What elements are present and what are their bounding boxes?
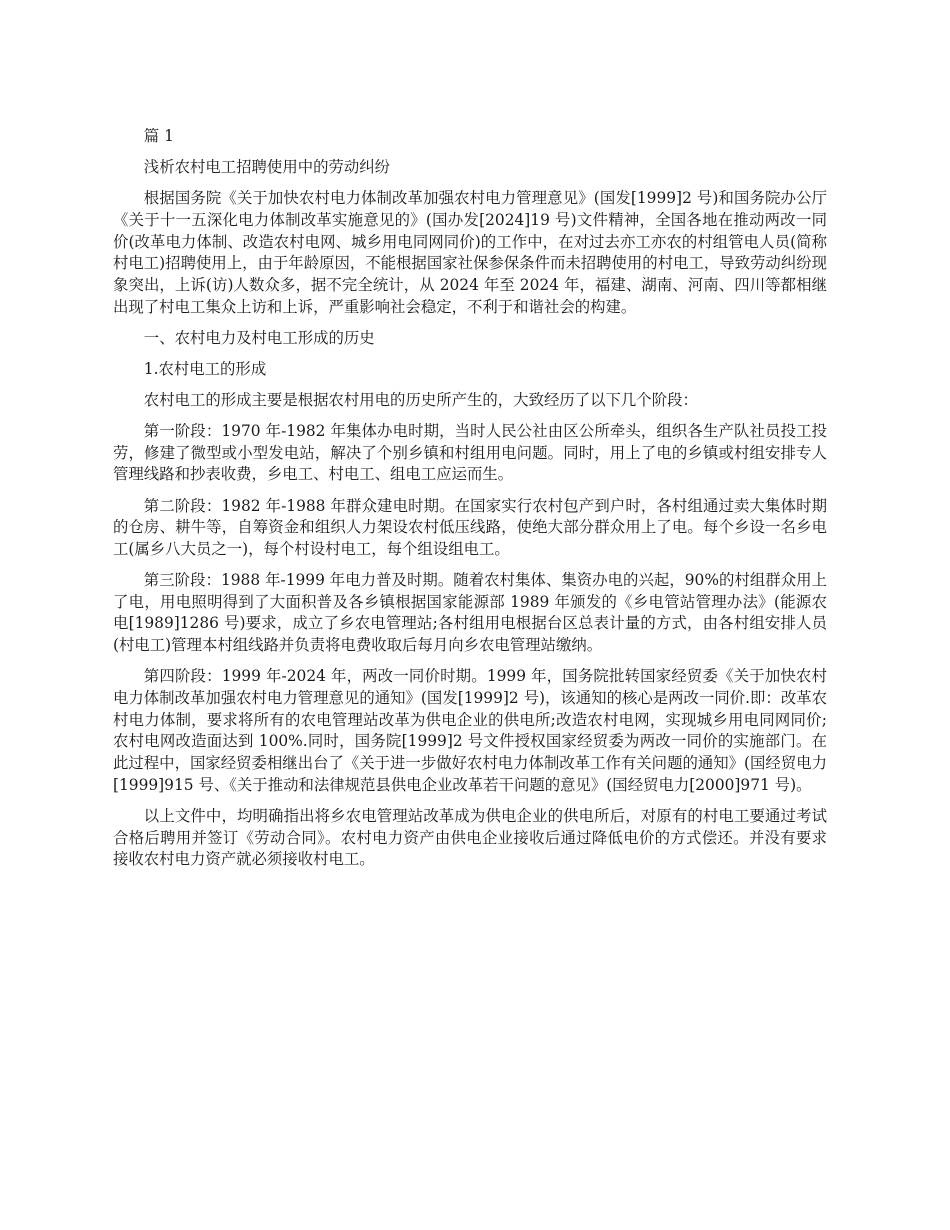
subsection-heading: 1.农村电工的形成 <box>143 359 267 378</box>
intro-paragraph: 根据国务院《关于加快农村电力体制改革加强农村电力管理意见》(国发[1999]2 号)和国务院办公厅《关于十一五深化电力体制改革实施意见的》(国办发[2024]19 号)文件精神，全国各地在推动两改一同价(改革电力体制、改造农村电网、城乡用电同网同价)的工作中，在对过去亦工亦农的村组管电人员(简称村电工)招聘使用上，由于年龄原因，不能根据国家社保参保条件而未招聘使用的村电工，导致劳动纠纷现象突出，上诉(访)人数众多，据不完全统计，从 2024 年至 2024 年，福建、湖南、河南、四川等都相继出现了村电工集众上访和上诉，严重影响社会稳定，不利于和谐社会的构建。 <box>113 189 827 316</box>
stage-three-paragraph: 第三阶段：1988 年-1999 年电力普及时期。随着农村集体、集资办电的兴起，90%的村组群众用上了电，用电照明得到了大面积普及各乡镇根据国家能源部 1989 年颁发的《乡电管站管理办法》(能源农电[1989]1286 号)要求，成立了乡农电管理站;各村组用电根据台区总表计量的方式，由各村组安排人员(村电工)管理本村组线路并负责将电费收取后每月向乡农电管理站缴纳。 <box>113 571 827 655</box>
document-title: 浅析农村电工招聘使用中的劳动纠纷 <box>143 158 391 177</box>
stage-one-paragraph: 第一阶段：1970 年-1982 年集体办电时期，当时人民公社由区公所牵头，组织各生产队社员投工投劳，修建了微型或小型发电站，解决了个别乡镇和村组用电问题。同时，用上了电的乡镇或村组安排专人管理线路和抄表收费，乡电工、村电工、组电工应运而生。 <box>113 422 827 484</box>
document-body <box>113 126 827 880</box>
body-paragraph: 农村电工的形成主要是根据农村用电的历史所产生的，大致经历了以下几个阶段： <box>143 390 698 409</box>
conclusion-paragraph: 以上文件中，均明确指出将乡农电管理站改革成为供电企业的供电所后，对原有的村电工要通过考试合格后聘用并签订《劳动合同》。农村电力资产由供电企业接收后通过降低电价的方式偿还。并没有要求接收农村电力资产就必须接收村电工。 <box>113 806 827 869</box>
section-label: 篇 1 <box>143 127 174 145</box>
section-heading: 一、农村电力及村电工形成的历史 <box>143 328 375 347</box>
stage-two-paragraph: 第二阶段：1982 年-1988 年群众建电时期。在国家实行农村包产到户时，各村组通过卖大集体时期的仓房、耕牛等，自筹资金和组织人力架设农村低压线路，使绝大部分群众用上了电。每个乡设一名乡电工(属乡八大员之一)，每个村设村电工，每个组设组电工。 <box>113 496 827 558</box>
stage-four-paragraph: 第四阶段：1999 年-2024 年，两改一同价时期。1999 年，国务院批转国家经贸委《关于加快农村电力体制改革加强农村电力管理意见的通知》(国发[1999]2 号)，该通知的核心是两改一同价.即：改革农村电力体制，要求将所有的农电管理站改革为供电企业的供电所;改造农村电网，实现城乡用电同网同价;农村电网改造面达到 100%.同时，国务院[1999]2 号文件授权国家经贸委为两改一同价的实施部门。在此过程中，国家经贸委相继出台了《关于进一步做好农村电力体制改革工作有关问题的通知》(国经贸电力[1999]915 号、《关于推动和法律规范县供电企业改革若干问题的意见》(国经贸电力[2000]971 号)。 <box>113 667 827 794</box>
